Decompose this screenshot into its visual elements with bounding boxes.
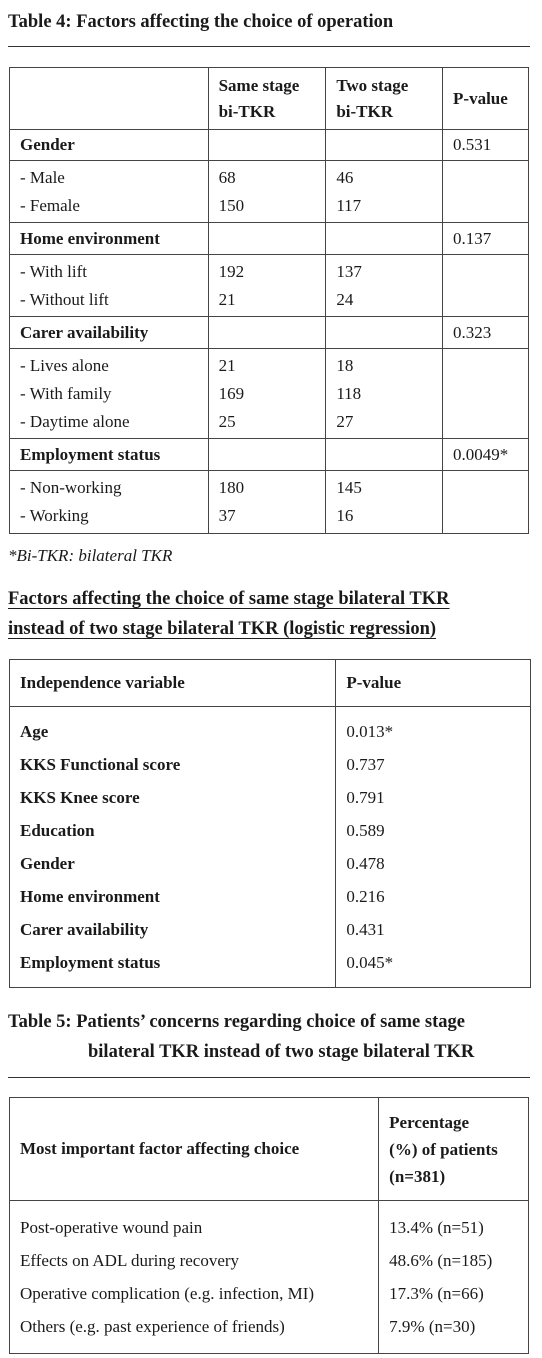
- table5-header-factor: Most important factor affecting choice: [10, 1098, 379, 1201]
- table5-caption-rule: [8, 1077, 530, 1078]
- regression-header-row: [10, 660, 531, 707]
- regression-pvalue: 0.045*: [346, 953, 394, 972]
- regression-variable: Employment status: [20, 953, 161, 972]
- table5-caption: [8, 1007, 534, 1067]
- table4: [9, 67, 529, 534]
- table5-factor: Post-operative wound pain: [20, 1218, 203, 1237]
- table5-header-row: [10, 1098, 529, 1201]
- table4-header-blank: [10, 68, 209, 130]
- two-stage-value: 18: [336, 355, 354, 375]
- regression-variable: Carer availability: [20, 920, 149, 939]
- table4-header-two-stage: Two stage bi-TKR: [326, 68, 443, 130]
- group-label-home: Home environment: [10, 223, 209, 255]
- table5-percentage: 48.6% (n=185): [389, 1251, 493, 1270]
- table5-caption-line: bilateral TKR instead of two stage bilateral TKR: [88, 1042, 475, 1062]
- same-stage-value: 169: [218, 383, 245, 403]
- regression-body-row: [10, 707, 531, 988]
- same-stage-value: 180: [218, 478, 245, 497]
- group-pvalue-employment: 0.0049*: [443, 439, 529, 471]
- table5-body-row: [10, 1201, 529, 1354]
- two-stage-value: 118: [336, 383, 362, 403]
- two-stage-value: 24: [336, 289, 354, 309]
- same-stage-value: 192: [218, 261, 245, 281]
- regression-title: [8, 584, 534, 644]
- table5-factor: Others (e.g. past experience of friends): [20, 1317, 285, 1336]
- same-stage-value: 68: [218, 167, 236, 187]
- same-stage-value: 21: [218, 289, 236, 309]
- table4-group-row: [10, 223, 529, 255]
- two-stage-value: 117: [336, 195, 362, 215]
- regression-variable: KKS Functional score: [20, 755, 181, 774]
- regression-variable: Education: [20, 821, 95, 840]
- two-stage-value: 16: [336, 506, 354, 525]
- group-pvalue-gender: 0.531: [443, 130, 529, 161]
- table4-group-row: [10, 439, 529, 471]
- table4-detail-row: [10, 161, 529, 223]
- regression-pvalue: 0.737: [346, 755, 385, 774]
- regression-variable: KKS Knee score: [20, 788, 140, 807]
- table5-caption-line: Table 5: Patients’ concerns regarding choice of same stage: [8, 1012, 465, 1032]
- table4-header-row: [10, 68, 529, 130]
- same-stage-value: 150: [218, 195, 245, 215]
- regression-header-variable: Independence variable: [10, 660, 336, 707]
- row-label: - Daytime alone: [20, 411, 130, 431]
- table4-caption-rule: [8, 46, 530, 47]
- two-stage-value: 145: [336, 478, 362, 497]
- regression-table: [9, 659, 531, 988]
- table4-footnote: *Bi-TKR: bilateral TKR: [8, 546, 173, 565]
- regression-pvalue: 0.478: [346, 854, 385, 873]
- table4-detail-row: [10, 255, 529, 317]
- row-label: - Male: [20, 167, 65, 187]
- regression-title-line: instead of two stage bilateral TKR (logistic regression): [8, 619, 437, 639]
- same-stage-value: 25: [218, 411, 236, 431]
- row-label: - With family: [20, 383, 112, 403]
- two-stage-value: 46: [336, 167, 354, 187]
- two-stage-value: 27: [336, 411, 354, 431]
- regression-variable: Gender: [20, 854, 75, 873]
- row-label: - Female: [20, 195, 80, 215]
- table4-header-pvalue: P-value: [443, 68, 529, 130]
- two-stage-value: 137: [336, 261, 362, 281]
- table5-factor: Operative complication (e.g. infection, MI): [20, 1284, 315, 1303]
- regression-header-pvalue: P-value: [336, 660, 531, 707]
- group-label-gender: Gender: [10, 130, 209, 161]
- group-label-carer: Carer availability: [10, 317, 209, 349]
- regression-pvalue: 0.013*: [346, 722, 394, 741]
- table4-header-same-stage: Same stage bi-TKR: [208, 68, 326, 130]
- table4-group-row: [10, 130, 529, 161]
- regression-variable: Age: [20, 722, 49, 741]
- table5-percentage: 7.9% (n=30): [389, 1317, 476, 1336]
- group-pvalue-carer: 0.323: [443, 317, 529, 349]
- row-label: - Lives alone: [20, 355, 109, 375]
- group-pvalue-home: 0.137: [443, 223, 529, 255]
- table5-factor: Effects on ADL during recovery: [20, 1251, 240, 1270]
- regression-variable: Home environment: [20, 887, 160, 906]
- table5-percentage: 17.3% (n=66): [389, 1284, 484, 1303]
- regression-pvalue: 0.431: [346, 920, 385, 939]
- group-label-employment: Employment status: [10, 439, 209, 471]
- same-stage-value: 37: [218, 506, 236, 525]
- table5: [9, 1097, 529, 1354]
- regression-pvalue: 0.216: [346, 887, 385, 906]
- table4-detail-row: [10, 471, 529, 534]
- row-label: - Working: [20, 506, 89, 525]
- table4-group-row: [10, 317, 529, 349]
- row-label: - Non-working: [20, 478, 122, 497]
- regression-pvalue: 0.589: [346, 821, 385, 840]
- regression-title-line: Factors affecting the choice of same stage bilateral TKR: [8, 589, 450, 609]
- table4-detail-row: [10, 349, 529, 439]
- row-label: - With lift: [20, 261, 87, 281]
- row-label: - Without lift: [20, 289, 109, 309]
- same-stage-value: 21: [218, 355, 236, 375]
- table4-caption: Table 4: Factors affecting the choice of operation: [8, 12, 394, 32]
- table5-percentage: 13.4% (n=51): [389, 1218, 484, 1237]
- regression-pvalue: 0.791: [346, 788, 385, 807]
- table5-header-percentage: Percentage (%) of patients (n=381): [379, 1098, 529, 1201]
